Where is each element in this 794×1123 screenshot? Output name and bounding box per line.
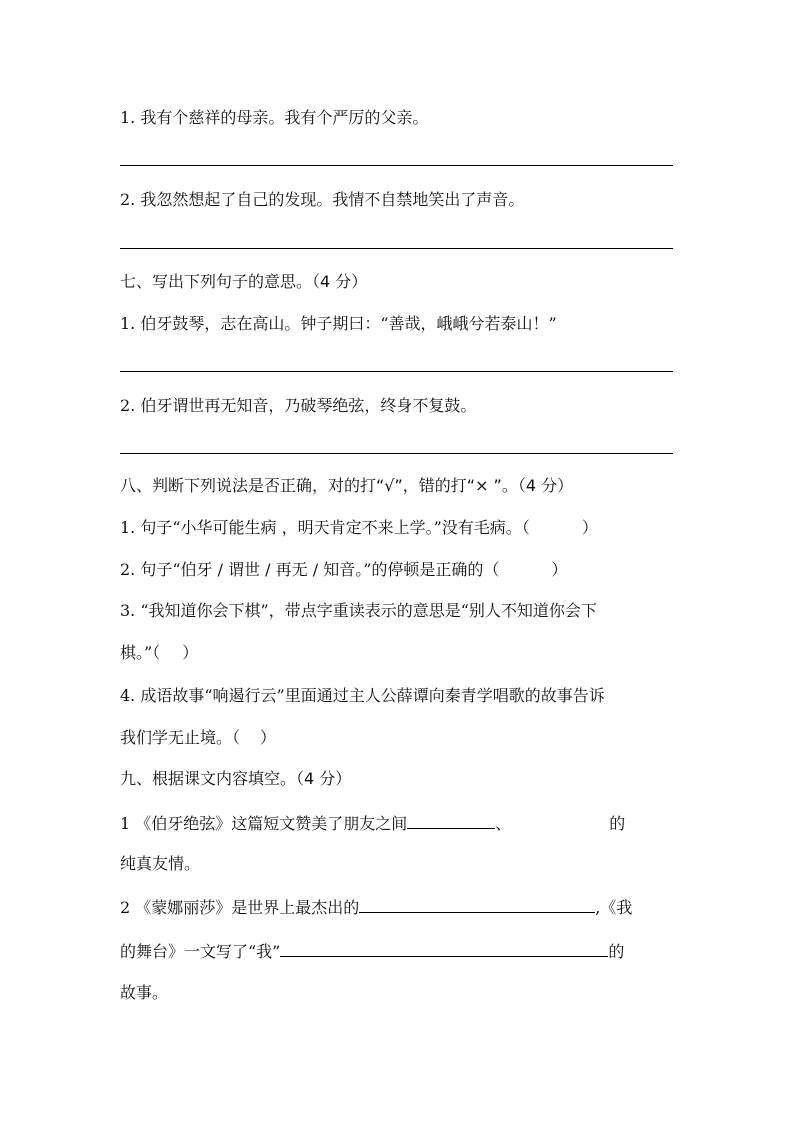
answer-line[interactable] (120, 371, 673, 372)
answer-line[interactable] (120, 248, 673, 249)
section-8-title: 八、判断下列说法是否正确，对的打“√”，错的打“× ”。（4 分） (120, 476, 574, 495)
close-paren: ） (260, 728, 277, 747)
question-6-1: 1. 我有个慈祥的母亲。我有个严厉的父亲。 (120, 108, 429, 127)
question-8-4: 4. 成语故事“响遏行云”里面通过主人公薛谭向秦青学唱歌的故事告诉 (120, 686, 605, 705)
question-9-2-suffix-2: 的 (608, 942, 625, 961)
question-8-3-cont (120, 643, 198, 663)
close-paren: ） (182, 643, 199, 662)
answer-line[interactable] (120, 165, 673, 166)
question-9-1 (120, 812, 625, 834)
separator: 、 (495, 814, 512, 833)
section-7-title: 七、写出下列句子的意思。（4 分） (120, 272, 368, 291)
section-9-title: 九、根据课文内容填空。（4 分） (120, 769, 352, 788)
question-8-4-text: 我们学无止境。（ (120, 728, 241, 747)
question-8-3-text: 棋。”（ (120, 643, 161, 662)
question-8-1 (120, 518, 598, 538)
fill-blank[interactable] (280, 940, 608, 957)
question-9-1-text: 1 《伯牙绝弦》这篇短文赞美了朋友之间 (120, 814, 408, 833)
question-9-1-suffix: 的 (609, 814, 626, 833)
question-7-2: 2. 伯牙谓世再无知音，乃破琴绝弦，终身不复鼓。 (120, 396, 477, 415)
fill-blank[interactable] (359, 896, 595, 913)
question-9-2 (120, 896, 632, 918)
question-9-1-cont: 纯真友情。 (120, 854, 201, 873)
question-7-1: 1. 伯牙鼓琴，志在高山。钟子期曰：“善哉，峨峨兮若泰山！” (120, 314, 557, 333)
question-9-2-cont (120, 940, 624, 962)
fill-blank[interactable] (511, 812, 609, 829)
question-6-2: 2. 我忽然想起了自己的发现。我情不自禁地笑出了声音。 (120, 190, 525, 209)
question-9-2-suffix: ,《我 (595, 898, 633, 917)
close-paren: ） (581, 518, 598, 537)
question-8-2-text: 2. 句子“伯牙 / 谓世 / 再无 / 知音。”的停顿是正确的（ (120, 560, 500, 579)
question-8-2 (120, 560, 567, 580)
question-8-4-cont (120, 728, 276, 748)
question-9-2-end: 故事。 (120, 983, 169, 1002)
fill-blank[interactable] (407, 812, 495, 829)
question-9-2-text: 2 《蒙娜丽莎》是世界上最杰出的 (120, 898, 360, 917)
question-9-2-text-2: 的舞台》一文写了“我” (120, 942, 281, 961)
question-8-3: 3. “我知道你会下棋”，带点字重读表示的意思是“别人不知道你会下 (120, 601, 597, 620)
answer-line[interactable] (120, 453, 673, 454)
close-paren: ） (551, 560, 568, 579)
question-8-1-text: 1. 句子“小华可能生病 ，明天肯定不来上学。”没有毛病。（ (120, 518, 530, 537)
